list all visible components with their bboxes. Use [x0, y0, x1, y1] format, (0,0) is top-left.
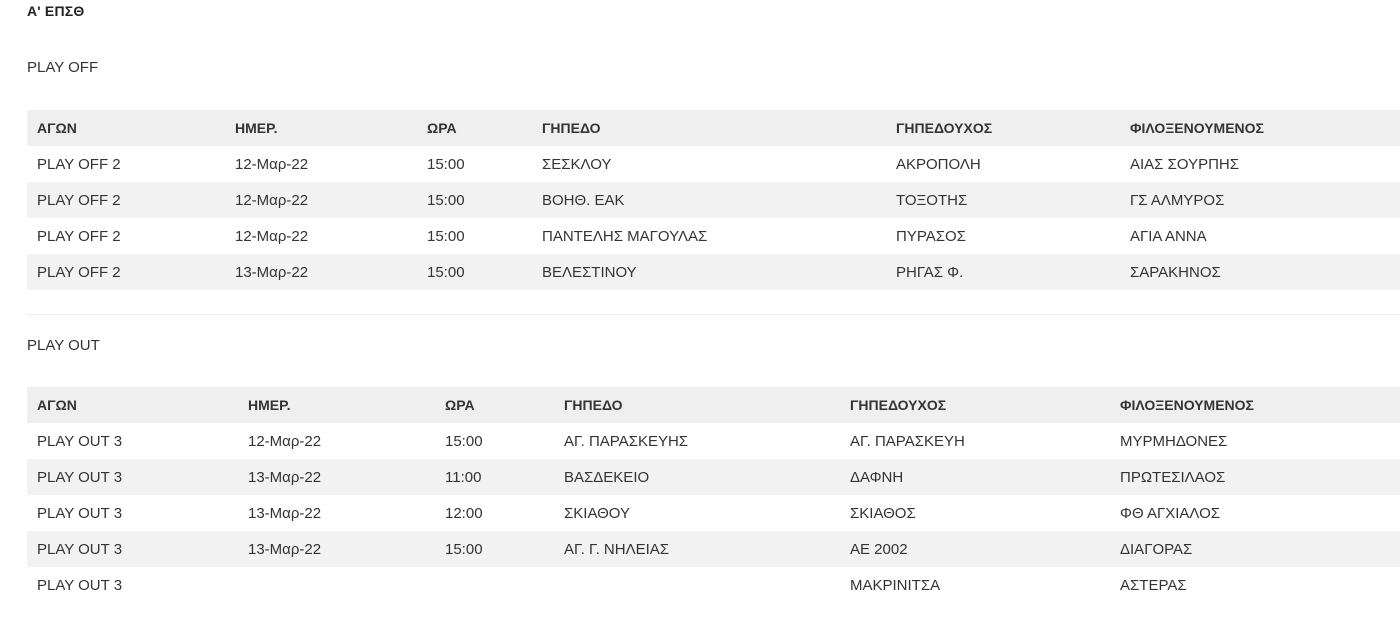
cell-home: ΡΗΓΑΣ Φ.	[886, 254, 1120, 290]
cell-away: ΑΣΤΕΡΑΣ	[1110, 567, 1400, 603]
cell-time: 12:00	[435, 495, 554, 531]
section-label-playout: PLAY OUT	[27, 337, 100, 354]
playout-table	[27, 387, 1400, 603]
cell-time: 15:00	[417, 146, 532, 182]
column-header-match: ΑΓΩΝ	[27, 110, 225, 146]
table-row	[27, 254, 1400, 290]
cell-time: 15:00	[435, 423, 554, 459]
cell-away: ΔΙΑΓΟΡΑΣ	[1110, 531, 1400, 567]
column-header-home: ΓΗΠΕΔΟΥΧΟΣ	[886, 110, 1120, 146]
table-header-row	[27, 387, 1400, 423]
cell-time: 15:00	[435, 531, 554, 567]
table-row	[27, 567, 1400, 603]
cell-venue: ΒΕΛΕΣΤΙΝΟΥ	[532, 254, 886, 290]
cell-date: 13-Μαρ-22	[238, 531, 435, 567]
section-divider	[27, 314, 1400, 315]
column-header-match: ΑΓΩΝ	[27, 387, 238, 423]
table-row	[27, 459, 1400, 495]
column-header-home: ΓΗΠΕΔΟΥΧΟΣ	[840, 387, 1110, 423]
cell-venue: ΠΑΝΤΕΛΗΣ ΜΑΓΟΥΛΑΣ	[532, 218, 886, 254]
cell-match: PLAY OFF 2	[27, 146, 225, 182]
cell-away: ΠΡΩΤΕΣΙΛΑΟΣ	[1110, 459, 1400, 495]
table-row	[27, 423, 1400, 459]
cell-home: ΠΥΡΑΣΟΣ	[886, 218, 1120, 254]
table-row	[27, 531, 1400, 567]
column-header-venue: ΓΗΠΕΔΟ	[532, 110, 886, 146]
cell-match: PLAY OFF 2	[27, 182, 225, 218]
column-header-date: ΗΜΕΡ.	[238, 387, 435, 423]
column-header-venue: ΓΗΠΕΔΟ	[554, 387, 840, 423]
cell-match: PLAY OUT 3	[27, 459, 238, 495]
page-title: Α' ΕΠΣΘ	[27, 3, 85, 19]
cell-home: ΑΕ 2002	[840, 531, 1110, 567]
column-header-away: ΦΙΛΟΞΕΝΟΥΜΕΝΟΣ	[1120, 110, 1400, 146]
cell-venue: ΣΚΙΑΘΟΥ	[554, 495, 840, 531]
cell-away: ΑΙΑΣ ΣΟΥΡΠΗΣ	[1120, 146, 1400, 182]
cell-home: ΣΚΙΑΘΟΣ	[840, 495, 1110, 531]
cell-venue	[554, 567, 840, 603]
table-row	[27, 218, 1400, 254]
cell-home: ΔΑΦΝΗ	[840, 459, 1110, 495]
cell-date: 12-Μαρ-22	[225, 146, 417, 182]
cell-away: ΓΣ ΑΛΜΥΡΟΣ	[1120, 182, 1400, 218]
cell-time: 11:00	[435, 459, 554, 495]
cell-away: ΜΥΡΜΗΔΟΝΕΣ	[1110, 423, 1400, 459]
table-row	[27, 182, 1400, 218]
cell-away: ΦΘ ΑΓΧΙΑΛΟΣ	[1110, 495, 1400, 531]
cell-date: 13-Μαρ-22	[238, 495, 435, 531]
column-header-away: ΦΙΛΟΞΕΝΟΥΜΕΝΟΣ	[1110, 387, 1400, 423]
cell-match: PLAY OUT 3	[27, 423, 238, 459]
cell-time: 15:00	[417, 254, 532, 290]
cell-date: 12-Μαρ-22	[238, 423, 435, 459]
cell-match: PLAY OFF 2	[27, 254, 225, 290]
playoff-table	[27, 110, 1400, 290]
cell-match: PLAY OUT 3	[27, 531, 238, 567]
cell-venue: ΑΓ. ΠΑΡΑΣΚΕΥΗΣ	[554, 423, 840, 459]
cell-time: 15:00	[417, 182, 532, 218]
cell-venue: ΒΑΣΔΕΚΕΙΟ	[554, 459, 840, 495]
cell-venue: ΣΕΣΚΛΟΥ	[532, 146, 886, 182]
cell-venue: ΒΟΗΘ. ΕΑΚ	[532, 182, 886, 218]
cell-home: ΑΓ. ΠΑΡΑΣΚΕΥΗ	[840, 423, 1110, 459]
table-row	[27, 146, 1400, 182]
cell-match: PLAY OUT 3	[27, 567, 238, 603]
cell-date	[238, 567, 435, 603]
cell-match: PLAY OFF 2	[27, 218, 225, 254]
cell-date: 12-Μαρ-22	[225, 182, 417, 218]
cell-match: PLAY OUT 3	[27, 495, 238, 531]
cell-home: ΑΚΡΟΠΟΛΗ	[886, 146, 1120, 182]
cell-time	[435, 567, 554, 603]
cell-date: 12-Μαρ-22	[225, 218, 417, 254]
cell-away: ΣΑΡΑΚΗΝΟΣ	[1120, 254, 1400, 290]
section-label-playoff: PLAY OFF	[27, 59, 99, 76]
column-header-date: ΗΜΕΡ.	[225, 110, 417, 146]
cell-away: ΑΓΙΑ ΑΝΝΑ	[1120, 218, 1400, 254]
cell-home: ΜΑΚΡΙΝΙΤΣΑ	[840, 567, 1110, 603]
cell-venue: ΑΓ. Γ. ΝΗΛΕΙΑΣ	[554, 531, 840, 567]
table-header-row	[27, 110, 1400, 146]
column-header-time: ΩΡΑ	[417, 110, 532, 146]
cell-home: ΤΟΞΟΤΗΣ	[886, 182, 1120, 218]
cell-date: 13-Μαρ-22	[238, 459, 435, 495]
table-row	[27, 495, 1400, 531]
cell-date: 13-Μαρ-22	[225, 254, 417, 290]
column-header-time: ΩΡΑ	[435, 387, 554, 423]
cell-time: 15:00	[417, 218, 532, 254]
